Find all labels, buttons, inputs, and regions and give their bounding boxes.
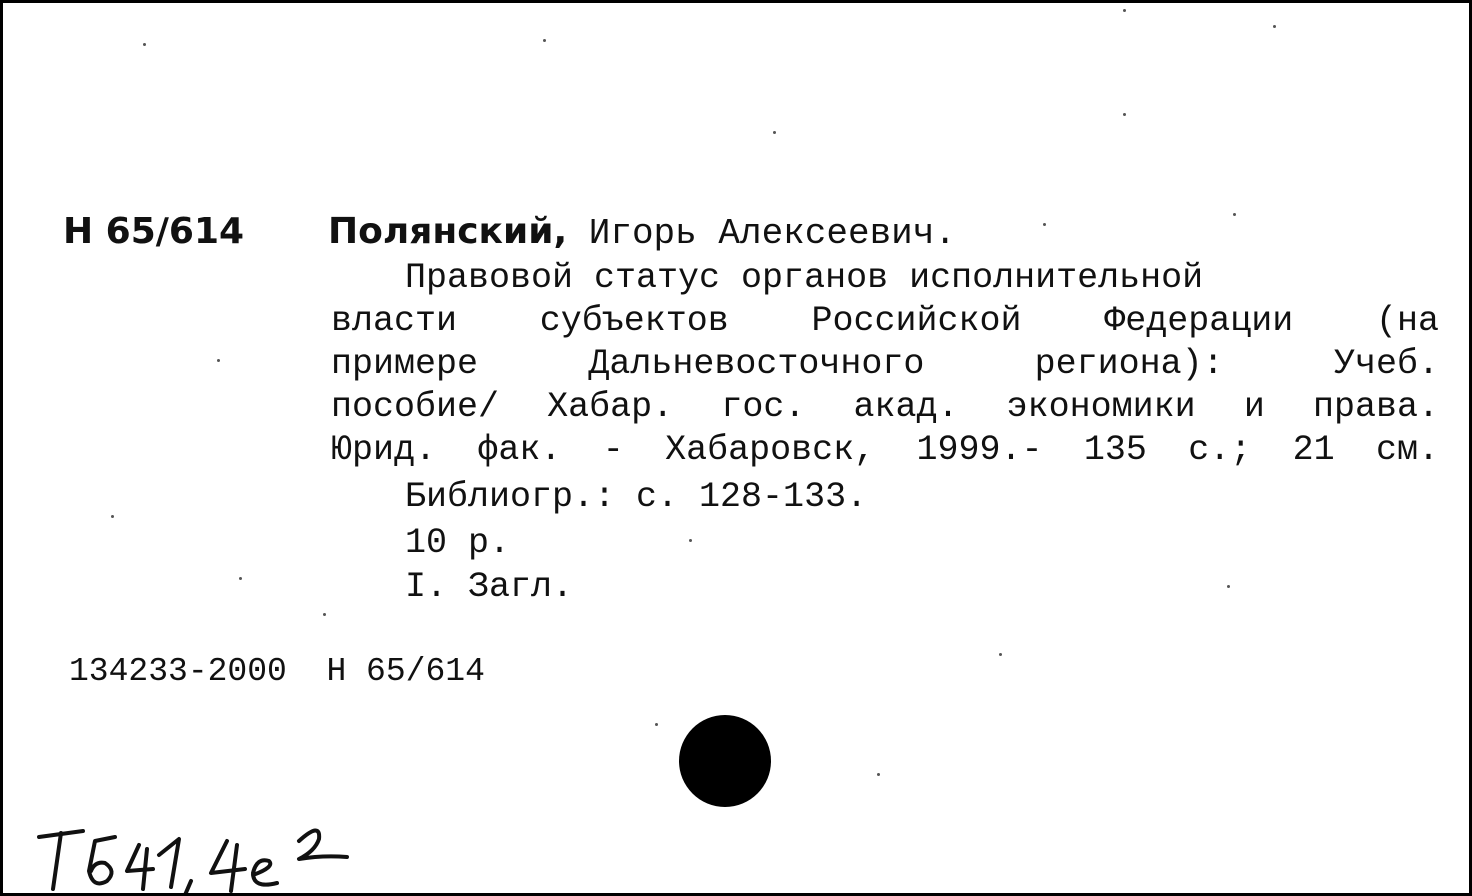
author-name: Игорь Алексеевич. [588, 213, 956, 254]
accession-number: 134233-2000 Н 65/614 [69, 653, 485, 690]
bibliography-note: Библиогр.: с. 128-133. [405, 477, 868, 517]
punch-hole [679, 715, 771, 807]
author-surname: Полянский, [328, 211, 568, 252]
description-line-3: примере Дальневосточного региона): Учеб. [331, 344, 1439, 384]
description-line-4: пособие/ Хабар. гос. акад. экономики и права. [331, 387, 1439, 427]
description-line-5: Юрид. фак. - Хабаровск, 1999.- 135 с.; 21 см. [331, 430, 1439, 470]
shelf-mark: Н 65/614 [63, 211, 245, 252]
title-entry: I. Загл. [405, 567, 574, 607]
description-line-1: Правовой статус органов исполнительной [405, 258, 1204, 298]
description-line-2: власти субъектов Российской Федерации (на [331, 301, 1439, 341]
handwritten-note-signature [31, 815, 371, 895]
price: 10 р. [405, 523, 511, 563]
author-heading [328, 211, 956, 254]
